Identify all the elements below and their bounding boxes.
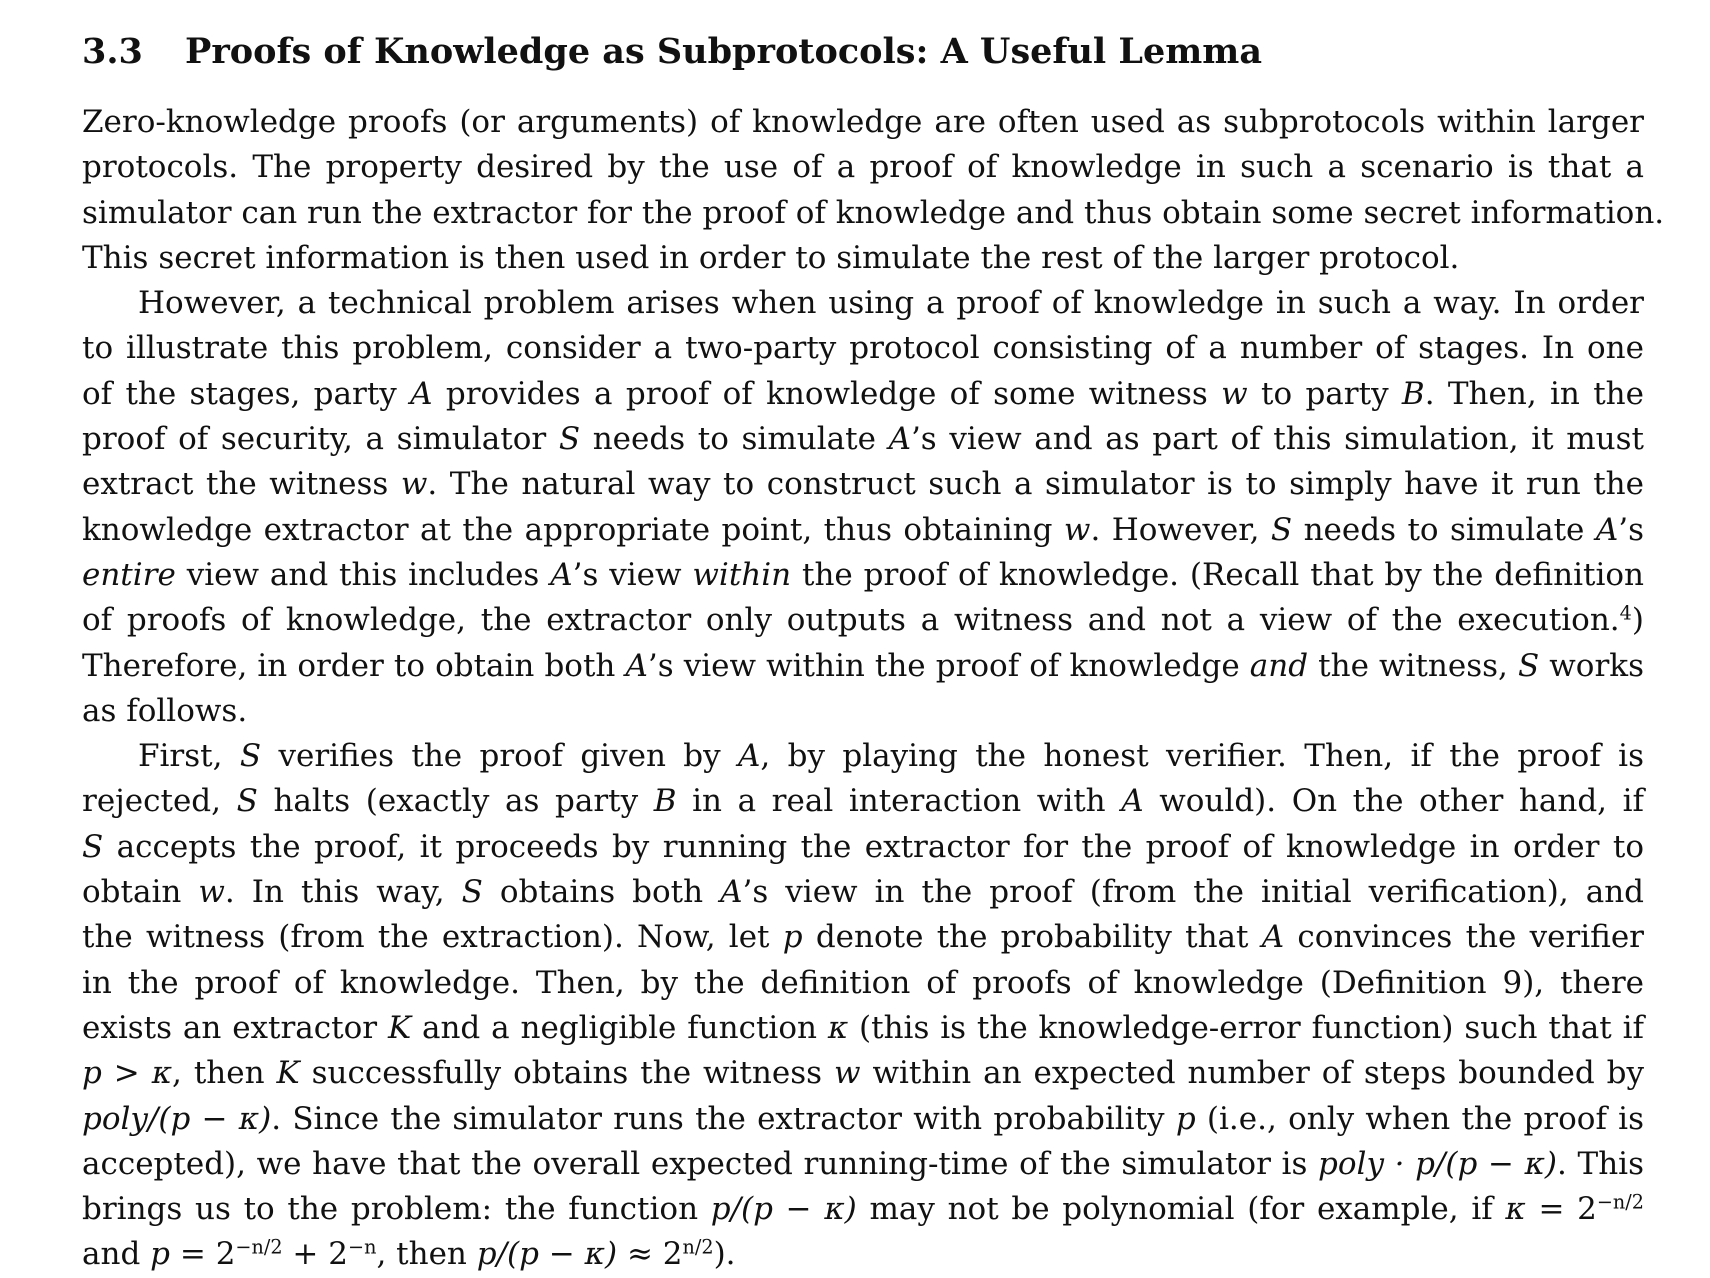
text-line: to illustrate this problem, consider a two-party protocol consisting of a number of stages. In one [82,330,1644,367]
text-line: entire view and this includes A’s view within the proof of knowledge. (Recall that by the definition [82,556,1644,593]
text-line: poly/(p − κ). Since the simulator runs the extractor with probability p (i.e., only when the proof is [82,1100,1644,1137]
text-line: of proofs of knowledge, the extractor only outputs a witness and not a view of the execution.$^4$) [82,601,1644,639]
text-line: obtain w. In this way, S obtains both A’s view in the proof (from the initial verification), and [82,874,1645,911]
text-line: rejected, S halts (exactly as party B in a real interaction with A would). On the other hand, if [82,783,1645,820]
text-line: p > κ, then K successfully obtains the witness w within an expected number of steps bounded by [82,1055,1645,1092]
section-title: Proofs of Knowledge as Subprotocols: A Useful Lemma [185,31,1263,72]
body-text [82,100,1665,1278]
text-line: However, a technical problem arises when using a proof of knowledge in such a way. In order [138,285,1644,322]
text-line: protocols. The property desired by the use of a proof of knowledge in such a scenario is that a [82,149,1644,186]
text-line: extract the witness w. The natural way to construct such a simulator is to simply have it run the [82,466,1644,503]
section-heading [82,28,1262,76]
text-line: This secret information is then used in order to simulate the rest of the larger protocol. [82,239,1460,276]
text-line: simulator can run the extractor for the proof of knowledge and thus obtain some secret information. [82,194,1665,231]
text-line: knowledge extractor at the appropriate point, thus obtaining w. However, S needs to simulate A’s [82,511,1644,548]
text-line: and $p = 2^{-n/2} + 2^{-n}$, then $p/(p - \kappa) \approx 2^{n/2}$). [82,1235,736,1273]
footnote-marker: 4 [1619,601,1632,625]
text-line: Therefore, in order to obtain both A’s view within the proof of knowledge and the witness, S works [82,647,1644,684]
text-line: proof of security, a simulator S needs to simulate A’s view and as part of this simulation, it must [82,421,1644,458]
text-line: S accepts the proof, it proceeds by running the extractor for the proof of knowledge in order to [82,828,1644,865]
text-line: First, S verifies the proof given by A, by playing the honest verifier. Then, if the proof is [138,738,1644,775]
text-line: exists an extractor K and a negligible function κ (this is the knowledge-error function) such that if [82,1009,1644,1046]
text-line: Zero-knowledge proofs (or arguments) of knowledge are often used as subprotocols within larger [82,104,1644,140]
text-line: brings us to the problem: the function p/(p − κ) may not be polynomial (for example, if $\kappa = 2^{-n/2}$ [82,1190,1644,1228]
text-line: the witness (from the extraction). Now, let p denote the probability that A convinces the verifier [82,919,1644,956]
text-line: accepted), we have that the overall expected running-time of the simulator is poly · p/(p − κ). This [82,1145,1644,1182]
text-line: as follows. [82,692,248,729]
text-line: of the stages, party A provides a proof of knowledge of some witness w to party B. Then, in the [82,375,1644,412]
text-line: in the proof of knowledge. Then, by the definition of proofs of knowledge (Definition 9), there [82,964,1644,1001]
section-number: 3.3 [82,31,143,72]
